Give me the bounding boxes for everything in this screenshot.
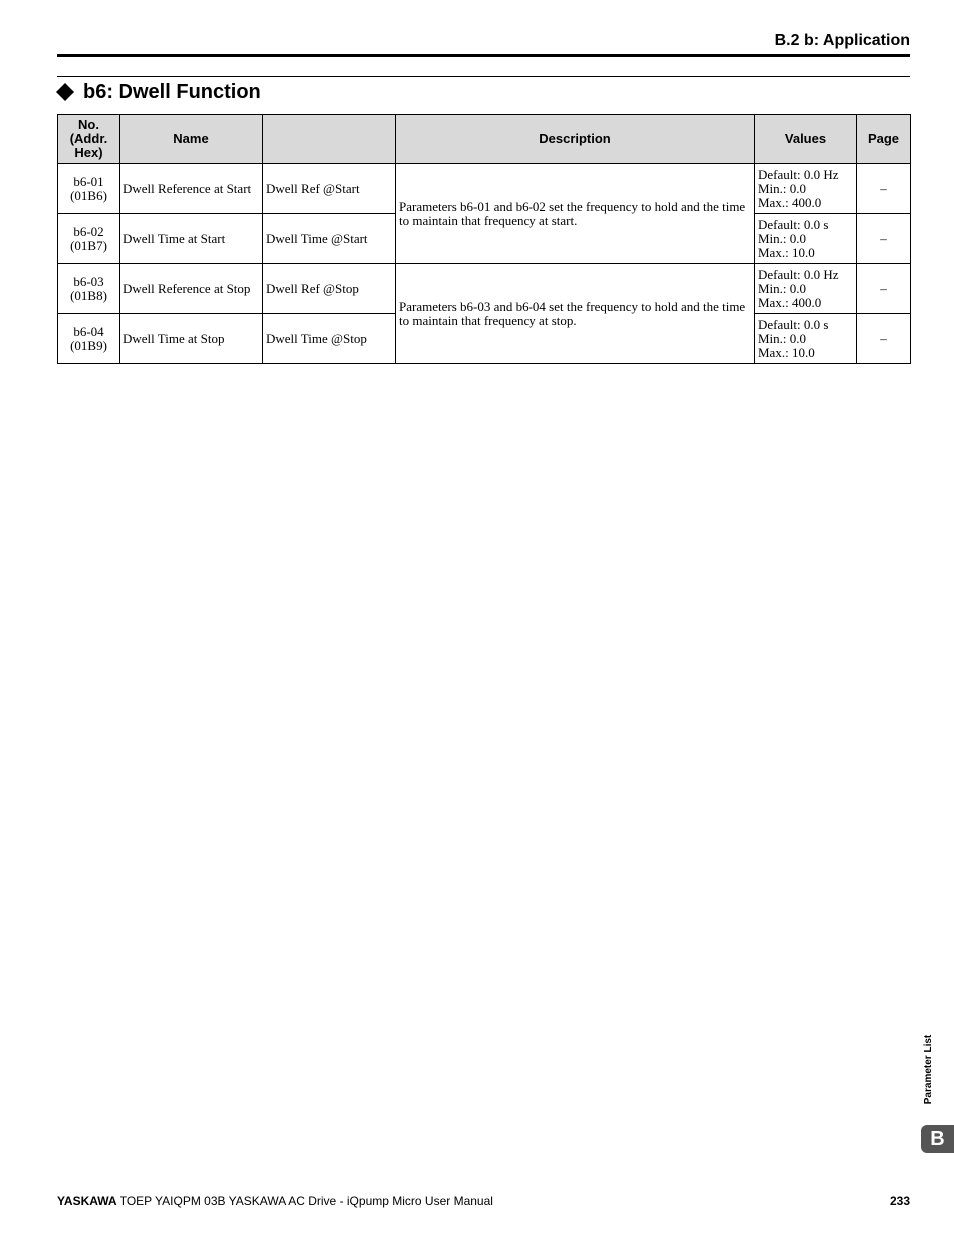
footer-brand: YASKAWA: [57, 1194, 117, 1208]
param-number: [58, 214, 120, 264]
column-header-page: Page: [857, 115, 911, 164]
param-addr: (01B7): [70, 237, 107, 253]
param-name: Dwell Time at Start: [120, 214, 263, 264]
table-row: [58, 264, 911, 314]
param-addr: (01B6): [70, 187, 107, 203]
param-page: –: [857, 264, 911, 314]
section-header: B.2 b: Application: [774, 32, 910, 49]
column-header-name: Name: [120, 115, 263, 164]
value-min: Min.: 0.0: [758, 330, 807, 346]
column-header-no: No. (Addr. Hex): [58, 115, 120, 164]
param-description: Parameters b6-03 and b6-04 set the frequency to hold and the time to maintain that frequency at stop.: [396, 264, 755, 364]
param-name: Dwell Reference at Stop: [120, 264, 263, 314]
footer-manual-title: [57, 1194, 493, 1208]
param-page: –: [857, 314, 911, 364]
param-display: Dwell Time @Start: [263, 214, 396, 264]
param-name: Dwell Reference at Start: [120, 164, 263, 214]
param-page: –: [857, 164, 911, 214]
value-default: Default: 0.0 Hz: [758, 166, 839, 182]
side-tab-letter: B: [921, 1125, 954, 1153]
param-number: [58, 264, 120, 314]
page-number: 233: [889, 1194, 910, 1208]
param-display: Dwell Ref @Stop: [263, 264, 396, 314]
value-max: Max.: 10.0: [758, 244, 815, 260]
param-values: [755, 264, 857, 314]
param-page: –: [857, 214, 911, 264]
column-header-display: [263, 115, 396, 164]
value-max: Max.: 400.0: [758, 294, 822, 310]
value-min: Min.: 0.0: [758, 180, 807, 196]
param-id: b6-01: [73, 173, 104, 189]
value-min: Min.: 0.0: [758, 280, 807, 296]
side-tab-label-text: Parameter List: [923, 1034, 935, 1104]
param-name: Dwell Time at Stop: [120, 314, 263, 364]
param-values: [755, 214, 857, 264]
column-header-description: Description: [396, 115, 755, 164]
table-row: [58, 164, 911, 214]
param-id: b6-02: [73, 223, 104, 239]
value-default: Default: 0.0 s: [758, 216, 829, 232]
param-id: b6-03: [73, 273, 104, 289]
param-display: Dwell Ref @Start: [263, 164, 396, 214]
param-values: [755, 164, 857, 214]
value-max: Max.: 10.0: [758, 344, 815, 360]
diamond-bullet-icon: [55, 82, 75, 102]
header-rule-thin: [57, 76, 910, 77]
side-tab-label: [918, 1028, 940, 1110]
param-addr: (01B9): [70, 337, 107, 353]
column-header-values: Values: [755, 115, 857, 164]
value-min: Min.: 0.0: [758, 230, 807, 246]
header-rule-thick: [57, 54, 910, 57]
value-default: Default: 0.0 Hz: [758, 266, 839, 282]
param-id: b6-04: [73, 323, 104, 339]
param-number: [58, 164, 120, 214]
section-title: [55, 80, 261, 104]
value-default: Default: 0.0 s: [758, 316, 829, 332]
param-values: [755, 314, 857, 364]
section-title-text: b6: Dwell Function: [83, 80, 261, 103]
page-footer: [57, 1194, 910, 1208]
parameter-table: [57, 114, 911, 364]
param-addr: (01B8): [70, 287, 107, 303]
param-display: Dwell Time @Stop: [263, 314, 396, 364]
value-max: Max.: 400.0: [758, 194, 822, 210]
param-number: [58, 314, 120, 364]
footer-text: TOEP YAIQPM 03B YASKAWA AC Drive - iQpump Micro User Manual: [119, 1194, 493, 1208]
param-description: Parameters b6-01 and b6-02 set the frequency to hold and the time to maintain that frequency at start.: [396, 164, 755, 264]
table-header-row: [58, 115, 911, 164]
